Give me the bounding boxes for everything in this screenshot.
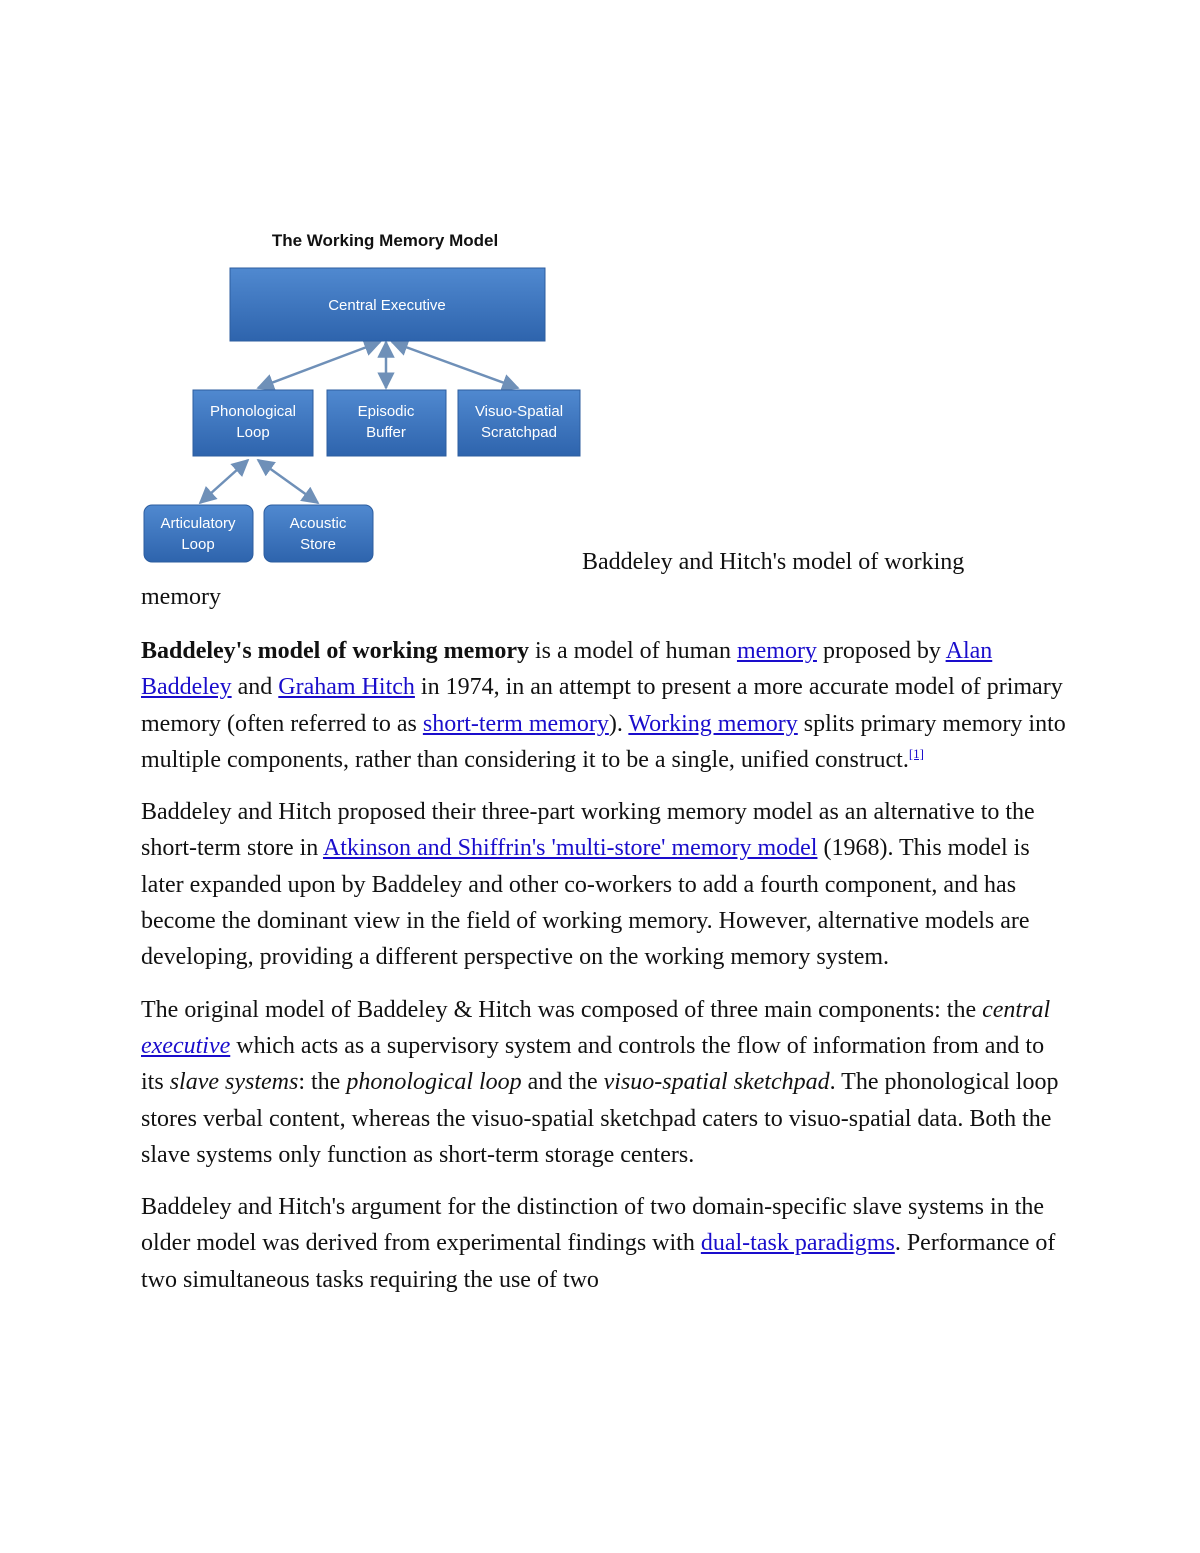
acoustic-store-box	[264, 505, 373, 562]
episodic-label-2: Buffer	[366, 424, 406, 441]
link-executive[interactable]: executive	[141, 1032, 231, 1059]
link-short-term-memory[interactable]: short-term memory	[422, 710, 609, 737]
paragraph-4	[141, 1189, 1066, 1298]
text-run: which acts as a supervisory system and controls the flow of information from and to its	[141, 1032, 1045, 1096]
italic-term: central	[982, 996, 1051, 1023]
visuo-spatial-box	[458, 390, 580, 456]
text-run: splits primary memory into multiple components, rather than considering it to be a single, unified construct.	[141, 710, 1066, 773]
central-executive-box	[230, 268, 545, 341]
text-run: in 1974, in an attempt to present a more accurate model of primary memory (often referred to as	[141, 674, 1063, 737]
text-run: . The phonological loop stores verbal content, whereas the visuo-spatial sketchpad caters to visuo-spatial data. Both the slave systems only function as short-term storage centers.	[141, 1069, 1059, 1168]
articulatory-label-1: Articulatory	[160, 515, 236, 532]
italic-term: phonological loop	[346, 1069, 522, 1096]
text-run: is a model of human	[528, 638, 737, 664]
text-run: The original model of Baddeley & Hitch was composed of three main components: the	[141, 996, 983, 1023]
phonological-label-1: Phonological	[210, 403, 296, 420]
text-run: Baddeley and Hitch's argument for the distinction of two domain-specific slave systems in the older model was derived from experimental findings with	[141, 1194, 1045, 1257]
link-atkinson-shiffrin-model[interactable]: Atkinson and Shiffrin's 'multi-store' memory model	[322, 835, 818, 862]
figure-caption-line-2: memory	[141, 584, 221, 610]
paragraph-2	[141, 794, 1066, 975]
visuo-label-2: Scratchpad	[481, 424, 557, 441]
articulatory-loop-box	[144, 505, 253, 562]
phonological-label-2: Loop	[236, 424, 270, 441]
text-run: Baddeley and Hitch proposed their three-part working memory model as an alternative to the short-term store in	[141, 799, 1035, 862]
article-body	[141, 633, 1066, 1314]
text-run: proposed by	[816, 638, 946, 664]
paragraph-3	[141, 992, 1066, 1173]
italic-term: visuo-spatial sketchpad	[603, 1069, 830, 1096]
reference-1-link[interactable]: [1]	[908, 745, 924, 761]
article-subject: Baddeley's model of working memory	[141, 638, 529, 664]
text-run: (1968). This model is later expanded upon by Baddeley and other co-workers to add a fourth component, and has become the dominant view in the field of working memory. However, alternative models are developing, providing a different perspective on the working memory system.	[141, 835, 1030, 971]
link-dual-task-paradigms[interactable]: dual-task paradigms	[700, 1230, 895, 1257]
text-run: and	[231, 674, 279, 701]
episodic-buffer-box	[327, 390, 446, 456]
acoustic-label-1: Acoustic	[289, 515, 347, 532]
paragraph-1	[141, 633, 1066, 778]
link-memory[interactable]: memory	[736, 638, 817, 664]
text-run: : the	[298, 1069, 347, 1096]
text-run: and the	[521, 1069, 604, 1096]
working-memory-diagram	[140, 225, 585, 570]
link-working-memory[interactable]: Working memory	[628, 710, 798, 737]
episodic-label-1: Episodic	[357, 403, 415, 420]
link-alan-baddeley[interactable]: Alan Baddeley	[141, 638, 993, 701]
visuo-label-1: Visuo-Spatial	[474, 403, 564, 420]
phonological-loop-box	[193, 390, 313, 456]
figure-caption-line-1: Baddeley and Hitch's model of working	[582, 549, 965, 575]
articulatory-label-2: Loop	[181, 536, 215, 553]
italic-term: slave systems	[169, 1069, 299, 1096]
acoustic-label-2: Store	[300, 536, 336, 553]
link-graham-hitch[interactable]: Graham Hitch	[278, 674, 415, 701]
text-run: . Performance of two simultaneous tasks requiring the use of two	[141, 1230, 1056, 1293]
central-executive-label: Central Executive	[328, 297, 446, 314]
diagram-title: The Working Memory Model	[271, 231, 499, 250]
text-run: ).	[608, 710, 629, 737]
